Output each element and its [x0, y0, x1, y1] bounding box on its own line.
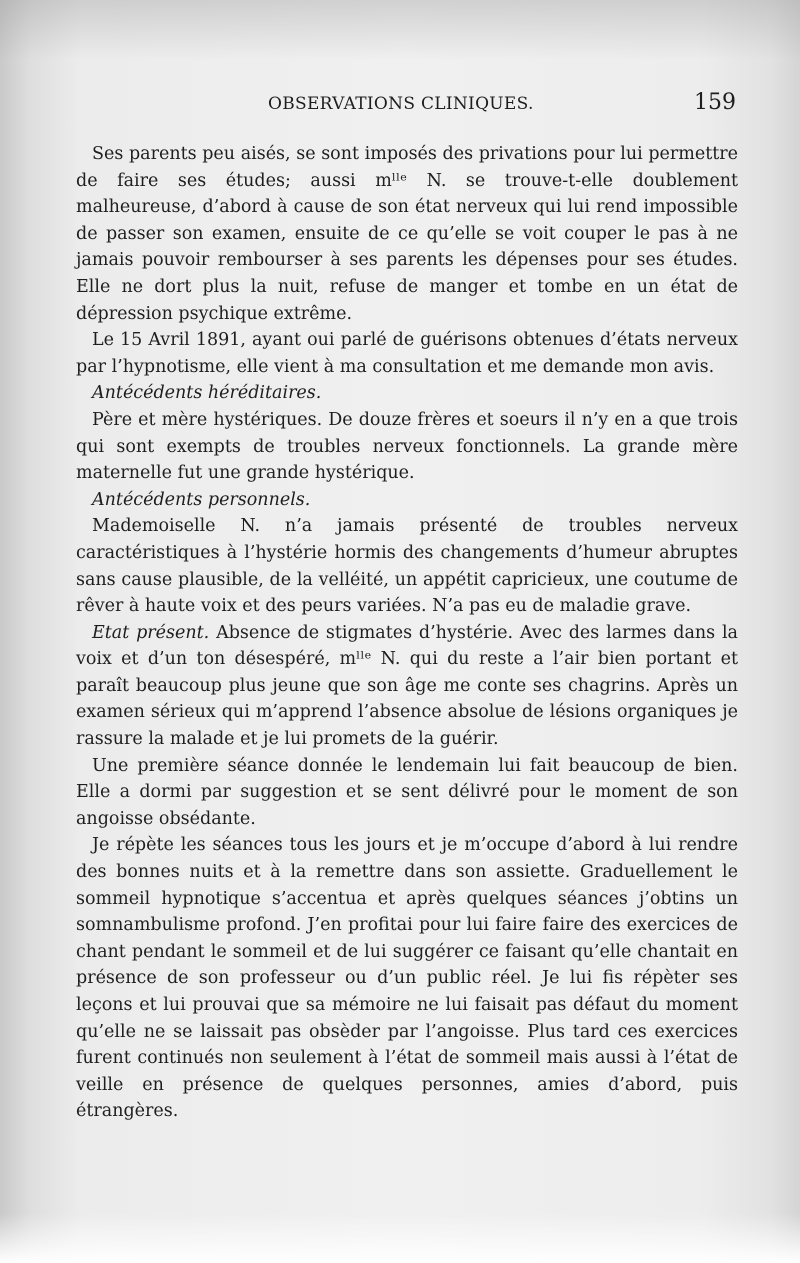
section-heading: Antécédents héréditaires. [92, 383, 322, 404]
section-heading: Antécédents personnels. [92, 489, 311, 510]
page-number: 159 [694, 90, 736, 115]
paragraph: Mademoiselle N. n’a jamais présenté de troubles nerveux caractéristiques à l’hystérie hormis des changements d’humeur abruptes sans cause plausible, de la velléité, un appétit capricieux, une coutume de rêver à haute voix et des peurs variées. N’a pas eu de maladie grave. [76, 516, 738, 617]
running-header [268, 92, 736, 122]
paragraph-lead: Etat présent. [92, 622, 210, 643]
paragraph [76, 620, 738, 753]
paragraph: Une première séance donnée le lendemain lui fait beaucoup de bien. Elle a dormi par suggestion et se sent délivré pour le moment de son angoisse obsédante. [76, 755, 738, 829]
body-text [76, 141, 738, 1125]
scan-margin-bottom [0, 1213, 800, 1263]
paragraph-body: Absence de stigmates d’hystérie. Avec des larmes dans la voix et d’un ton désespéré, mˡˡᵉ N. qui du reste a l’air bien portant et paraît beaucoup plus jeune que son âge me conte ses chagrins. Après un examen sérieux qui m’apprend l’absence absolue de lésions organiques je rassure la malade et je lui promets de la guérir. [76, 622, 738, 750]
paragraph: Ses parents peu aisés, se sont imposés des privations pour lui permettre de faire ses études; aussi mˡˡᵉ N. se trouve-t-elle doublement malheureuse, d’abord à cause de son état nerveux qui lui rend impossible de passer son examen, ensuite de ce qu’elle se voit couper le pas à ne jamais pouvoir rembourser à ses parents les dépenses pour ses études. Elle ne dort plus la nuit, refuse de manger et tombe en un état de dépression psychique extrême. [76, 144, 738, 324]
paragraph: Je répète les séances tous les jours et je m’occupe d’abord à lui rendre des bonnes nuits et à la remettre dans son assiette. Graduellement le sommeil hypnotique s’accentua et après quelques séances j’obtins un somnambulisme profond. J’en profitai pour lui faire faire des exercices de chant pendant le sommeil et de lui suggérer ce faisant qu’elle chantait en présence de son professeur ou d’un public réel. Je lui fis répèter ses leçons et lui prouvai que sa mémoire ne lui faisait pas défaut du moment qu’elle ne se laissait pas obsèder par l’angoisse. Plus tard ces exercices furent continués non seulement à l’état de sommeil mais aussi à l’état de veille en présence de quelques personnes, amies d’abord, puis étrangères. [76, 835, 738, 1122]
paragraph: Père et mère hystériques. De douze frères et soeurs il n’y en a que trois qui sont exempts de troubles nerveux fonctionnels. La grande mère maternelle fut une grande hystérique. [76, 409, 738, 484]
paragraph: Le 15 Avril 1891, ayant oui parlé de guérisons obtenues d’états nerveux par l’hypnotisme, elle vient à ma consultation et me demande mon avis. [76, 330, 738, 377]
running-title: OBSERVATIONS CLINIQUES. [268, 94, 534, 114]
scan-shadow-top [0, 0, 800, 60]
